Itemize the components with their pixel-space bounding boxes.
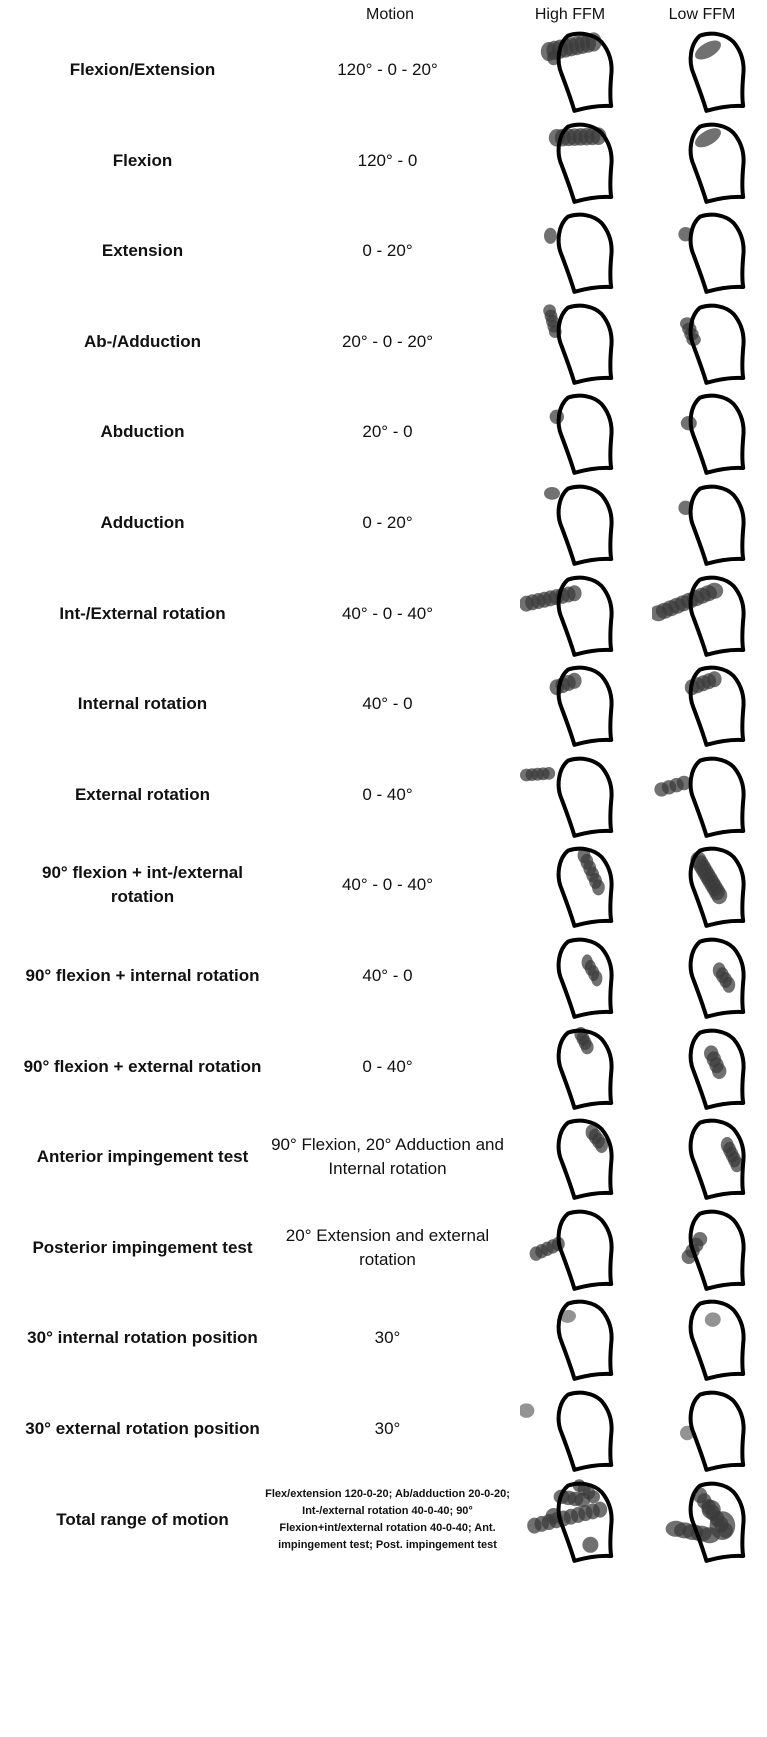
femoral-head-outline xyxy=(691,487,744,564)
motion-name: Total range of motion xyxy=(56,1509,229,1529)
low-ffm-figure xyxy=(652,201,752,301)
low-ffm-figure xyxy=(652,1470,752,1570)
motion-range: 120° - 0 - 20° xyxy=(337,60,438,79)
high-ffm-figure xyxy=(520,835,620,935)
contact-spot xyxy=(542,767,555,780)
high-ffm-figure xyxy=(520,1107,620,1207)
high-ffm-figure xyxy=(520,111,620,211)
high-ffm-figure xyxy=(520,292,620,392)
femoral-head-outline xyxy=(559,1211,612,1288)
contact-spot xyxy=(587,1490,600,1503)
high-ffm-cell xyxy=(520,292,620,392)
femoral-head-outline xyxy=(691,305,744,382)
low-ffm-cell xyxy=(652,473,752,573)
low-ffm-figure xyxy=(652,654,752,754)
table-row xyxy=(0,1288,767,1388)
header-high-ffm: High FFM xyxy=(534,6,606,23)
low-ffm-cell xyxy=(652,1198,752,1298)
high-ffm-cell xyxy=(520,1288,620,1388)
table-row xyxy=(0,382,767,482)
table-row xyxy=(0,1198,767,1298)
motion-range: 40° - 0 xyxy=(362,966,413,985)
femoral-head-outline xyxy=(559,305,612,382)
motion-range: 40° - 0 - 40° xyxy=(341,875,434,895)
motion-range: 20° Extension and external rotation xyxy=(285,1225,490,1269)
low-ffm-cell xyxy=(652,745,752,845)
table-row xyxy=(0,1017,767,1117)
femoral-head-outline xyxy=(559,396,612,473)
high-ffm-cell xyxy=(520,1198,620,1298)
low-ffm-figure xyxy=(652,292,752,392)
table-row xyxy=(0,473,767,573)
low-ffm-figure xyxy=(652,745,752,845)
femoral-head-outline xyxy=(691,396,744,473)
low-ffm-cell xyxy=(652,926,752,1026)
high-ffm-cell xyxy=(520,382,620,482)
low-ffm-figure xyxy=(652,1017,752,1117)
femoral-head-outline xyxy=(559,1121,612,1198)
low-ffm-cell xyxy=(652,1107,752,1207)
femoral-head-outline xyxy=(691,1393,744,1470)
motion-name: Int-/External rotation xyxy=(59,603,226,623)
low-ffm-figure xyxy=(652,926,752,1026)
motion-name: Posterior impingement test xyxy=(32,1237,253,1257)
high-ffm-cell xyxy=(520,20,620,120)
contact-spot xyxy=(567,585,581,601)
low-ffm-figure xyxy=(652,382,752,482)
femoral-head-outline xyxy=(691,215,744,292)
table-row xyxy=(0,564,767,664)
table-row xyxy=(0,1107,767,1207)
motion-name: 90° flexion + int-/external rotation xyxy=(42,863,243,907)
contact-spot xyxy=(581,1039,594,1053)
contact-spot xyxy=(711,887,727,905)
motion-range: 40° - 0 - 40° xyxy=(341,603,434,623)
motion-range: 0 - 40° xyxy=(362,1056,413,1076)
high-ffm-cell xyxy=(520,745,620,845)
low-ffm-cell xyxy=(652,111,752,211)
contact-spot xyxy=(544,487,560,500)
low-ffm-cell xyxy=(652,201,752,301)
high-ffm-cell xyxy=(520,1379,620,1479)
femoral-head-outline xyxy=(691,758,744,835)
high-ffm-cell xyxy=(520,654,620,754)
high-ffm-figure xyxy=(520,1379,620,1479)
high-ffm-cell xyxy=(520,473,620,573)
contact-spot xyxy=(706,582,724,598)
table-row xyxy=(0,745,767,845)
high-ffm-figure xyxy=(520,201,620,301)
contact-spot xyxy=(593,1501,607,1517)
motion-range: Flex/extension 120-0-20; Ab/adduction 20-0-20; Int-/external rotation 40-0-40; 90° Flexion+int/external rotation 40-0-40; Ant. impingement test; Post. impingement test xyxy=(265,1487,510,1551)
high-ffm-cell xyxy=(520,111,620,211)
high-ffm-cell xyxy=(520,201,620,301)
femoral-head-outline xyxy=(691,1302,744,1379)
motion-range: 120° - 0 xyxy=(357,150,418,170)
table-row xyxy=(0,654,767,754)
motion-range: 30° xyxy=(374,1328,401,1348)
motion-name: 30° external rotation position xyxy=(25,1419,260,1438)
high-ffm-figure xyxy=(520,564,620,664)
motion-range: 40° - 0 xyxy=(362,694,413,714)
low-ffm-figure xyxy=(652,564,752,664)
low-ffm-cell xyxy=(652,20,752,120)
motion-name: Adduction xyxy=(100,513,185,532)
low-ffm-figure xyxy=(652,1198,752,1298)
motion-range: 0 - 20° xyxy=(362,241,413,261)
high-ffm-cell xyxy=(520,835,620,935)
contact-spot xyxy=(722,977,735,993)
motion-range: 0 - 20° xyxy=(362,513,413,532)
low-ffm-cell xyxy=(652,835,752,935)
contact-spot xyxy=(702,1500,721,1519)
high-ffm-cell xyxy=(520,1107,620,1207)
motion-name: External rotation xyxy=(74,784,211,804)
high-ffm-cell xyxy=(520,1470,620,1570)
high-ffm-cell xyxy=(520,1017,620,1117)
high-ffm-cell xyxy=(520,564,620,664)
motion-name: Extension xyxy=(101,241,184,261)
low-ffm-cell xyxy=(652,564,752,664)
motion-name: Internal rotation xyxy=(77,694,208,714)
contact-spot xyxy=(712,1063,726,1079)
low-ffm-figure xyxy=(652,835,752,935)
motion-name: 90° flexion + internal rotation xyxy=(25,966,260,985)
high-ffm-figure xyxy=(520,1470,620,1570)
contact-spot xyxy=(567,673,581,689)
table-row xyxy=(0,926,767,1026)
high-ffm-figure xyxy=(520,1288,620,1388)
high-ffm-figure xyxy=(520,473,620,573)
high-ffm-figure xyxy=(520,745,620,845)
table-row xyxy=(0,20,767,120)
table-row xyxy=(0,111,767,211)
low-ffm-figure xyxy=(652,20,752,120)
table-row xyxy=(0,1470,767,1570)
femoral-head-outline xyxy=(559,215,612,292)
table-row xyxy=(0,1379,767,1479)
motion-name: 30° internal rotation position xyxy=(27,1328,258,1348)
low-ffm-figure xyxy=(652,1379,752,1479)
high-ffm-figure xyxy=(520,654,620,754)
low-ffm-figure xyxy=(652,473,752,573)
motion-name: Flexion/Extension xyxy=(69,60,216,79)
high-ffm-figure xyxy=(520,926,620,1026)
motion-range: 20° - 0 xyxy=(362,422,413,442)
low-ffm-figure xyxy=(652,111,752,211)
low-ffm-figure xyxy=(652,1107,752,1207)
motion-name: Abduction xyxy=(100,422,185,442)
low-ffm-cell xyxy=(652,292,752,392)
femoral-head-outline xyxy=(559,940,612,1017)
table-row xyxy=(0,835,767,935)
motion-range: 30° xyxy=(374,1419,401,1438)
contact-spot xyxy=(582,1536,598,1552)
high-ffm-figure xyxy=(520,1198,620,1298)
high-ffm-figure xyxy=(520,20,620,120)
motion-name: 90° flexion + external rotation xyxy=(23,1056,262,1076)
motion-name: Ab-/Adduction xyxy=(83,331,202,351)
contact-spot xyxy=(592,880,605,896)
contact-spot xyxy=(544,228,557,244)
motion-range: 20° - 0 - 20° xyxy=(341,331,434,351)
header-motion: Motion xyxy=(365,6,415,23)
low-ffm-figure xyxy=(652,1288,752,1388)
low-ffm-cell xyxy=(652,654,752,754)
low-ffm-cell xyxy=(652,1017,752,1117)
high-ffm-cell xyxy=(520,926,620,1026)
high-ffm-figure xyxy=(520,1017,620,1117)
low-ffm-cell xyxy=(652,1470,752,1570)
low-ffm-cell xyxy=(652,1288,752,1388)
femoral-head-outline xyxy=(559,1393,612,1470)
contact-spot xyxy=(707,671,721,687)
low-ffm-cell xyxy=(652,382,752,482)
low-ffm-cell xyxy=(652,1379,752,1479)
header-low-ffm: Low FFM xyxy=(668,6,736,23)
motion-range: 90° Flexion, 20° Adduction and Internal rotation xyxy=(271,1135,504,1179)
femoral-head-outline xyxy=(559,487,612,564)
motion-name: Anterior impingement test xyxy=(36,1147,249,1167)
motion-range: 0 - 40° xyxy=(362,784,413,804)
femoral-head-outline xyxy=(559,758,612,835)
contact-spot xyxy=(520,1403,534,1417)
contact-spot xyxy=(704,1312,722,1329)
table-row xyxy=(0,201,767,301)
motion-name: Flexion xyxy=(112,150,173,170)
table-row xyxy=(0,292,767,392)
contact-spot xyxy=(591,970,602,986)
high-ffm-figure xyxy=(520,382,620,482)
